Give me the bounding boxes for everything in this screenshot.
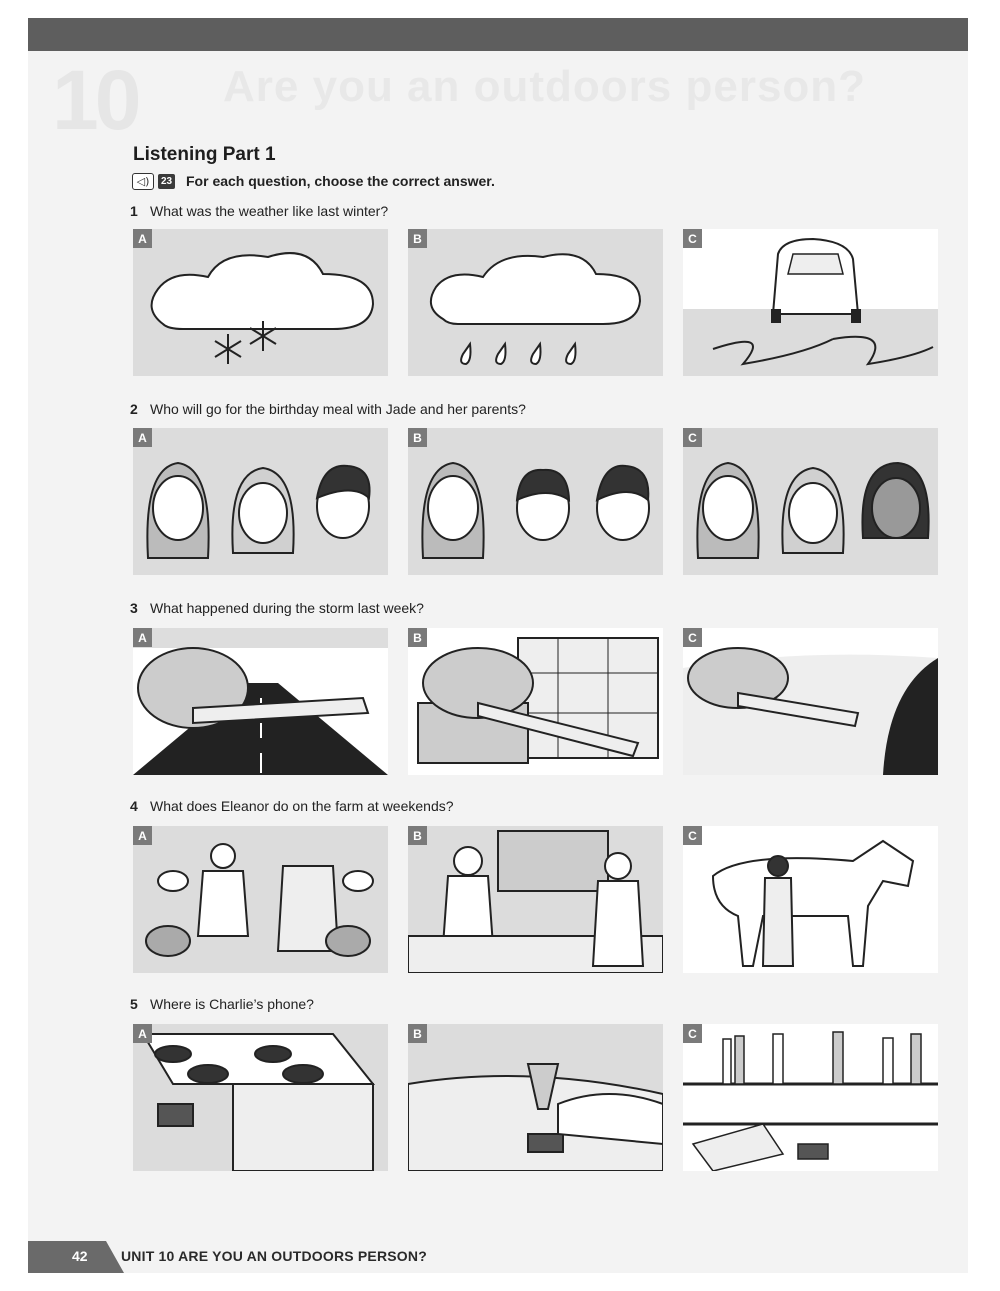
- option-letter: C: [683, 826, 702, 845]
- q2-option-c-faces[interactable]: [683, 428, 938, 575]
- q3-option-b-tree-on-building[interactable]: [408, 628, 663, 775]
- section-title: Listening Part 1: [133, 144, 276, 165]
- question-4: [130, 798, 454, 814]
- option-letter: C: [683, 229, 702, 248]
- q5-option-a-cooker[interactable]: [133, 1024, 388, 1171]
- footer-title: UNIT 10 ARE YOU AN OUTDOORS PERSON?: [121, 1248, 427, 1264]
- option-letter: B: [408, 229, 427, 248]
- option-letter: A: [133, 628, 152, 647]
- question-text: Who will go for the birthday meal with Jade and her parents?: [150, 401, 526, 417]
- q2-option-a-faces[interactable]: [133, 428, 388, 575]
- speaker-icon: ◁): [132, 173, 154, 190]
- unit-title: Are you an outdoors person?: [223, 62, 867, 111]
- option-letter: A: [133, 1024, 152, 1043]
- option-letter: B: [408, 826, 427, 845]
- option-letter: A: [133, 826, 152, 845]
- question-2: [130, 401, 526, 417]
- q1-option-a-snow[interactable]: [133, 229, 388, 376]
- q5-option-c-bookshelf[interactable]: [683, 1024, 938, 1171]
- question-1: [130, 203, 388, 219]
- option-letter: B: [408, 628, 427, 647]
- footer-tab: [28, 1241, 106, 1273]
- option-letter: B: [408, 428, 427, 447]
- worksheet-page: [28, 18, 968, 1273]
- question-text: What does Eleanor do on the farm at weekends?: [150, 798, 454, 814]
- question-number: 2: [130, 401, 138, 417]
- question-number: 5: [130, 996, 138, 1012]
- q4-option-b-farm-shop[interactable]: [408, 826, 663, 973]
- q4-option-a-collecting-eggs[interactable]: [133, 826, 388, 973]
- option-letter: A: [133, 229, 152, 248]
- question-number: 1: [130, 203, 138, 219]
- page-number: 42: [72, 1248, 88, 1264]
- track-number: 23: [158, 174, 175, 189]
- option-letter: C: [683, 428, 702, 447]
- question-5: [130, 996, 314, 1012]
- q3-option-c-tree-on-path[interactable]: [683, 628, 938, 775]
- question-3: [130, 600, 424, 616]
- option-letter: C: [683, 1024, 702, 1043]
- q2-option-b-faces[interactable]: [408, 428, 663, 575]
- q4-option-c-grooming-horse[interactable]: [683, 826, 938, 973]
- question-number: 4: [130, 798, 138, 814]
- q3-option-a-tree-on-road[interactable]: [133, 628, 388, 775]
- instruction: For each question, choose the correct answer.: [186, 173, 495, 189]
- option-letter: C: [683, 628, 702, 647]
- audio-track[interactable]: [132, 173, 175, 190]
- q1-option-c-icy-road[interactable]: [683, 229, 938, 376]
- top-bar: [28, 18, 968, 51]
- option-letter: A: [133, 428, 152, 447]
- question-text: What happened during the storm last week?: [150, 600, 424, 616]
- question-number: 3: [130, 600, 138, 616]
- question-text: Where is Charlie’s phone?: [150, 996, 314, 1012]
- q1-option-b-rain[interactable]: [408, 229, 663, 376]
- option-letter: B: [408, 1024, 427, 1043]
- q5-option-b-car[interactable]: [408, 1024, 663, 1171]
- unit-number: 10: [52, 53, 138, 147]
- question-text: What was the weather like last winter?: [150, 203, 389, 219]
